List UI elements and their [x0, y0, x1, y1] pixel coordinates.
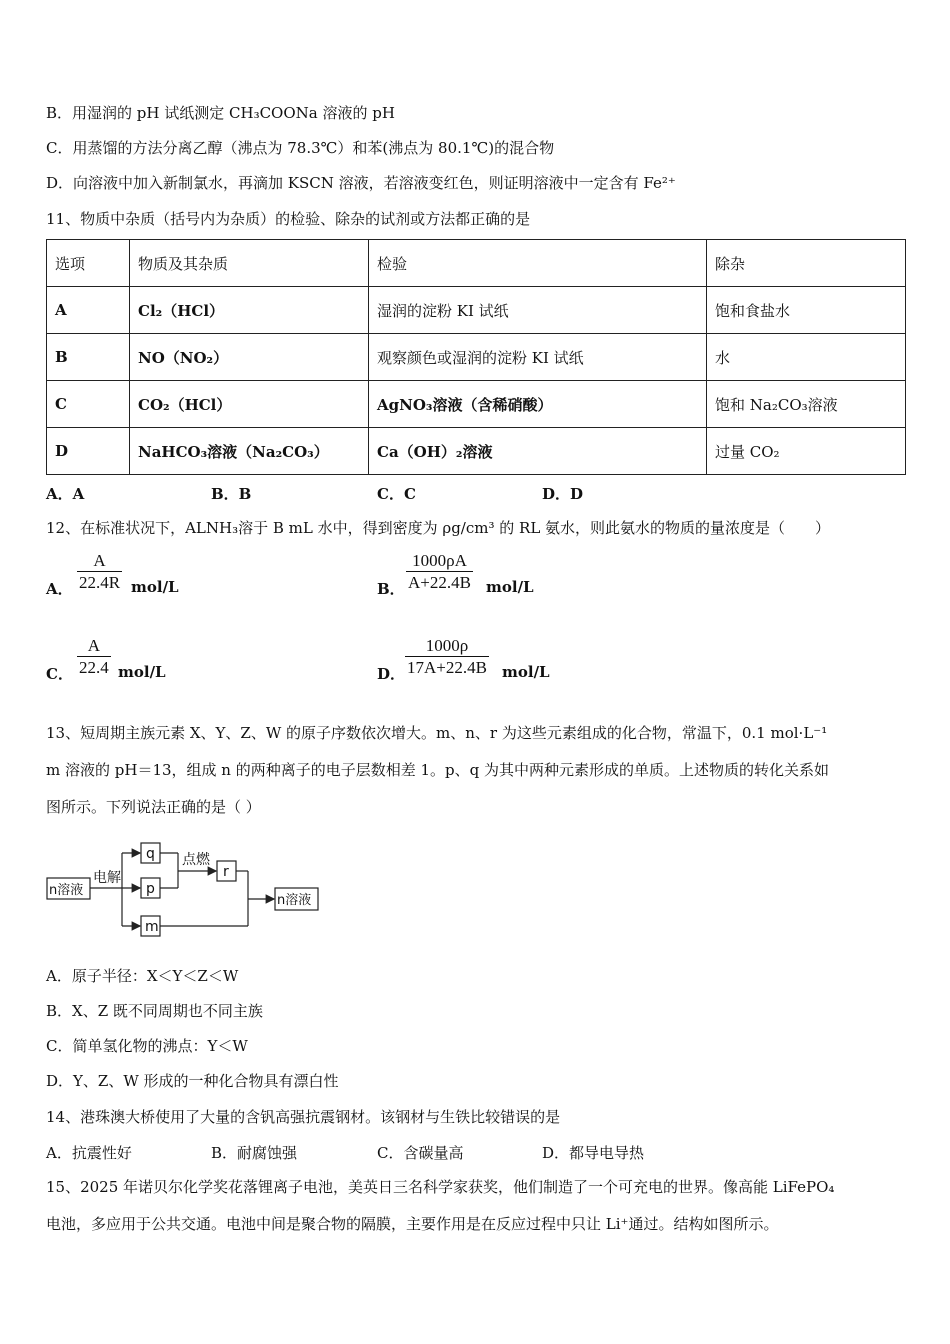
table-cell: B — [47, 334, 130, 381]
q12-option-b-fraction — [406, 551, 473, 593]
fraction-numerator: A — [93, 551, 106, 570]
q12-option-a-fraction — [77, 551, 122, 593]
table-cell: NaHCO₃溶液（Na₂CO₃） — [130, 428, 369, 475]
q12-option-d-label: D． — [377, 665, 406, 683]
table-header-cell: 选项 — [47, 240, 130, 287]
q12-option-c-label: C． — [46, 665, 73, 683]
fraction-denominator: 22.4R — [79, 573, 121, 592]
table-header-cell: 检验 — [369, 240, 707, 287]
fraction-numerator: 1000ρ — [425, 636, 469, 655]
table-cell: C — [47, 381, 130, 428]
prev-option-c: C．用蒸馏的方法分离乙醇（沸点为 78.3℃）和苯(沸点为 80.1℃)的混合物 — [46, 139, 555, 157]
prev-option-b: B．用湿润的 pH 试纸测定 CH₃COONa 溶液的 pH — [46, 104, 395, 122]
table-cell: 水 — [707, 334, 906, 381]
table-cell: D — [47, 428, 130, 475]
table-cell: Ca（OH）₂溶液 — [369, 428, 707, 475]
fraction-denominator: 17A+22.4B — [407, 658, 487, 677]
q13-line-3: 图所示。下列说法正确的是（ ） — [46, 798, 261, 816]
table-row — [47, 381, 906, 428]
q-label: q — [146, 846, 155, 862]
fraction-denominator: 22.4 — [79, 658, 109, 677]
q12-option-d-unit: mol/L — [502, 663, 550, 681]
q15-line-2: 电池，多应用于公共交通。电池中间是聚合物的隔膜，主要作用是在反应过程中只让 Li⁺通过。结构如图所示。 — [46, 1215, 779, 1233]
q13-flow-diagram — [44, 838, 334, 943]
table-row — [47, 428, 906, 475]
table-header-cell: 除杂 — [707, 240, 906, 287]
q13-option-d: D．Y、Z、W 形成的一种化合物具有漂白性 — [46, 1072, 339, 1090]
table-cell: 湿润的淀粉 KI 试纸 — [369, 287, 707, 334]
q13-option-a: A．原子半径：X＜Y＜Z＜W — [46, 967, 239, 985]
fraction-denominator: A+22.4B — [408, 573, 471, 592]
table-cell: AgNO₃溶液（含稀硝酸） — [369, 381, 707, 428]
q14-stem: 14、港珠澳大桥使用了大量的含钒高强抗震钢材。该钢材与生铁比较错误的是 — [46, 1108, 561, 1126]
q11-stem: 11、物质中杂质（括号内为杂质）的检验、除杂的试剂或方法都正确的是 — [46, 210, 531, 228]
prev-option-d: D．向溶液中加入新制氯水，再滴加 KSCN 溶液，若溶液变红色，则证明溶液中一定含有 Fe²⁺ — [46, 174, 676, 192]
q12-option-b-label: B． — [377, 580, 405, 598]
table-row — [47, 287, 906, 334]
q14-option-c: C．含碳量高 — [377, 1144, 464, 1162]
q12-option-c-fraction — [77, 636, 111, 678]
q12-option-d-fraction — [405, 636, 489, 678]
q11-option-a: A．A — [46, 485, 85, 503]
fraction-numerator: A — [87, 636, 101, 655]
table-cell: NO（NO₂） — [130, 334, 369, 381]
q13-option-b: B．X、Z 既不同周期也不同主族 — [46, 1002, 263, 1020]
q12-option-b-unit: mol/L — [486, 578, 534, 596]
q13-line-1: 13、短周期主族元素 X、Y、Z、W 的原子序数依次增大。m、n、r 为这些元素组成的化合物，常温下，0.1 mol·L⁻¹ — [46, 724, 828, 742]
table-cell: 过量 CO₂ — [707, 428, 906, 475]
m-label: m — [145, 919, 159, 935]
q13-option-c: C．简单氢化物的沸点：Y＜W — [46, 1037, 248, 1055]
q11-option-c: C．C — [377, 485, 416, 503]
p-label: p — [146, 881, 155, 897]
n-solution-label: n溶液 — [49, 883, 84, 898]
q14-option-a: A．抗震性好 — [46, 1144, 132, 1162]
n-solution-result-label: n溶液 — [277, 893, 312, 908]
q13-line-2: m 溶液的 pH＝13，组成 n 的两种离子的电子层数相差 1。p、q 为其中两种元素形成的单质。上述物质的转化关系如 — [46, 761, 830, 779]
table-cell: 饱和 Na₂CO₃溶液 — [707, 381, 906, 428]
q14-option-d: D．都导电导热 — [542, 1144, 645, 1162]
q12-option-a-label: A． — [46, 580, 73, 598]
table-cell: 饱和食盐水 — [707, 287, 906, 334]
q15-line-1: 15、2025 年诺贝尔化学奖花落锂离子电池，美英日三名科学家获奖，他们制造了一个可充电的世界。像高能 LiFePO₄ — [46, 1178, 835, 1196]
table-cell: Cl₂（HCl） — [130, 287, 369, 334]
table-cell: A — [47, 287, 130, 334]
table-row — [47, 334, 906, 381]
q11-option-b: B．B — [211, 485, 252, 503]
q12-option-a-unit: mol/L — [131, 578, 179, 596]
r-label: r — [223, 864, 229, 880]
electrolysis-label: 电解 — [93, 870, 121, 886]
q11-option-d: D．D — [542, 485, 584, 503]
ignite-label: 点燃 — [182, 852, 210, 868]
table-header-cell: 物质及其杂质 — [130, 240, 369, 287]
q14-option-b: B．耐腐蚀强 — [211, 1144, 298, 1162]
q12-stem: 12、在标准状况下，ALNH₃溶于 B mL 水中，得到密度为 ρg/cm³ 的 RL 氨水，则此氨水的物质的量浓度是（ ） — [46, 519, 831, 537]
table-cell: CO₂（HCl） — [130, 381, 369, 428]
table-cell: 观察颜色或湿润的淀粉 KI 试纸 — [369, 334, 707, 381]
q12-option-c-unit: mol/L — [118, 663, 166, 681]
q11-table — [46, 239, 906, 475]
fraction-numerator: 1000ρA — [412, 551, 467, 570]
table-header-row — [47, 240, 906, 287]
